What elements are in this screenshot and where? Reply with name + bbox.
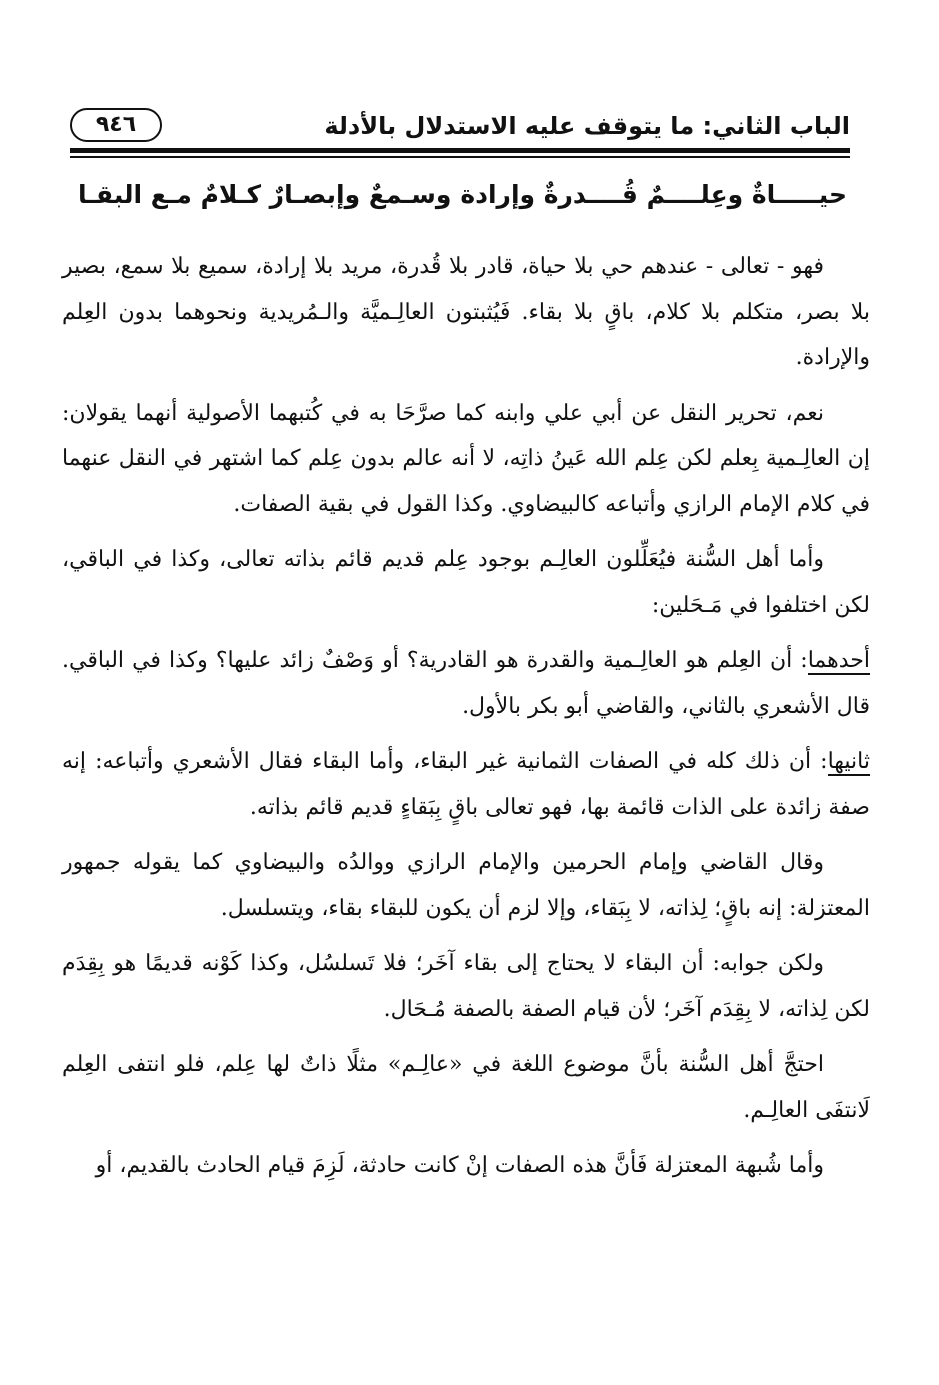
paragraph [62, 391, 870, 528]
running-title: الباب الثاني: ما يتوقف عليه الاستدلال بالأدلة [324, 112, 850, 140]
paragraph-text: احتجَّ أهل السُّنة بأنَّ موضوع اللغة في «عالِـم» مثلًا ذاتٌ لها عِلم، فلو انتفى العِلم لَانتفَى العالِـم. [62, 1052, 870, 1123]
paragraph [62, 941, 870, 1032]
paragraph-lead-word: أحدهما [807, 648, 870, 673]
paragraph [62, 840, 870, 931]
page-number-badge: ٩٤٦ [70, 108, 162, 142]
paragraph-text: وقال القاضي وإمام الحرمين والإمام الرازي ووالدُه والبيضاوي كما يقوله جمهور المعتزلة: إنه باقٍ؛ لِذاته، لا بِبَقاء، وإلا لزم أن يكون للبقاء بقاء، ويتسلسل. [62, 850, 870, 921]
paragraph-text: وأما شُبهة المعتزلة فَأنَّ هذه الصفات إنْ كانت حادثة، لَزِمَ قيام الحادث بالقديم، أو [95, 1153, 824, 1178]
paragraph-text: : أن ذلك كله في الصفات الثمانية غير البقاء، وأما البقاء فقال الأشعري وأتباعه: إنه صفة زائدة على الذات قائمة بها، فهو تعالى باقٍ بِبَقاءٍ قديم قائم بذاته. [62, 749, 870, 820]
verse-left-hemistich: وسـمعٌ وإبصـارٌ كـلامٌ مـع البقـا [78, 180, 452, 209]
paragraph-text: ولكن جوابه: أن البقاء لا يحتاج إلى بقاء آخَر؛ فلا تَسلسُل، وكذا كَوْنه قديمًا هو بِقِدَم لكن لِذاته، لا بِقِدَم آخَر؛ لأن قيام الصفة بالصفة مُـحَال. [62, 951, 870, 1022]
paragraph-text: وأما أهل السُّنة فيُعَلِّلون العالِـم بوجود عِلم قديم قائم بذاته تعالى، وكذا في الباقي، لكن اختلفوا في مَـحَلين: [62, 547, 870, 618]
verse-right-hemistich: حيـــــاةٌ وعِلــــمٌ قُــــدرةٌ وإرادة [460, 180, 847, 209]
page-header [70, 106, 850, 150]
header-rule-thick [70, 148, 850, 153]
body-text [62, 244, 870, 1199]
paragraph [62, 638, 870, 729]
paragraph-text: نعم، تحرير النقل عن أبي علي وابنه كما صرَّحَا به في كُتبهما الأصولية أنهما يقولان: إن العالِـمية بِعلم لكن عِلم الله عَينُ ذاتِه، لا أنه عالم بدون عِلم كما اشتهر في النقل عنهما في كلام الإمام الرازي وأتباعه كالبيضاوي. وكذا القول في بقية الصفات. [62, 400, 870, 517]
paragraph-text: فهو - تعالى - عندهم حي بلا حياة، قادر بلا قُدرة، مريد بلا إرادة، سميع بلا سمع، بصير بلا بصر، متكلم بلا كلام، باقٍ بلا بقاء. فَيُثبتون العالِـميَّة والـمُريدية ونحوهما بدون العِلم والإرادة. [62, 254, 870, 370]
paragraph-text: : أن العِلم هو العالِـمية والقدرة هو القادرية؟ أو وَصْفٌ زائد عليها؟ وكذا في الباقي. قال الأشعري بالثاني، والقاضي أبو بكر بالأول. [62, 648, 870, 719]
paragraph [62, 1143, 870, 1189]
paragraph [62, 739, 870, 830]
paragraph [62, 537, 870, 628]
paragraph [62, 244, 870, 381]
header-rule-thin [70, 156, 850, 158]
paragraph-lead-word: ثانيها [827, 749, 870, 774]
paragraph [62, 1042, 870, 1133]
